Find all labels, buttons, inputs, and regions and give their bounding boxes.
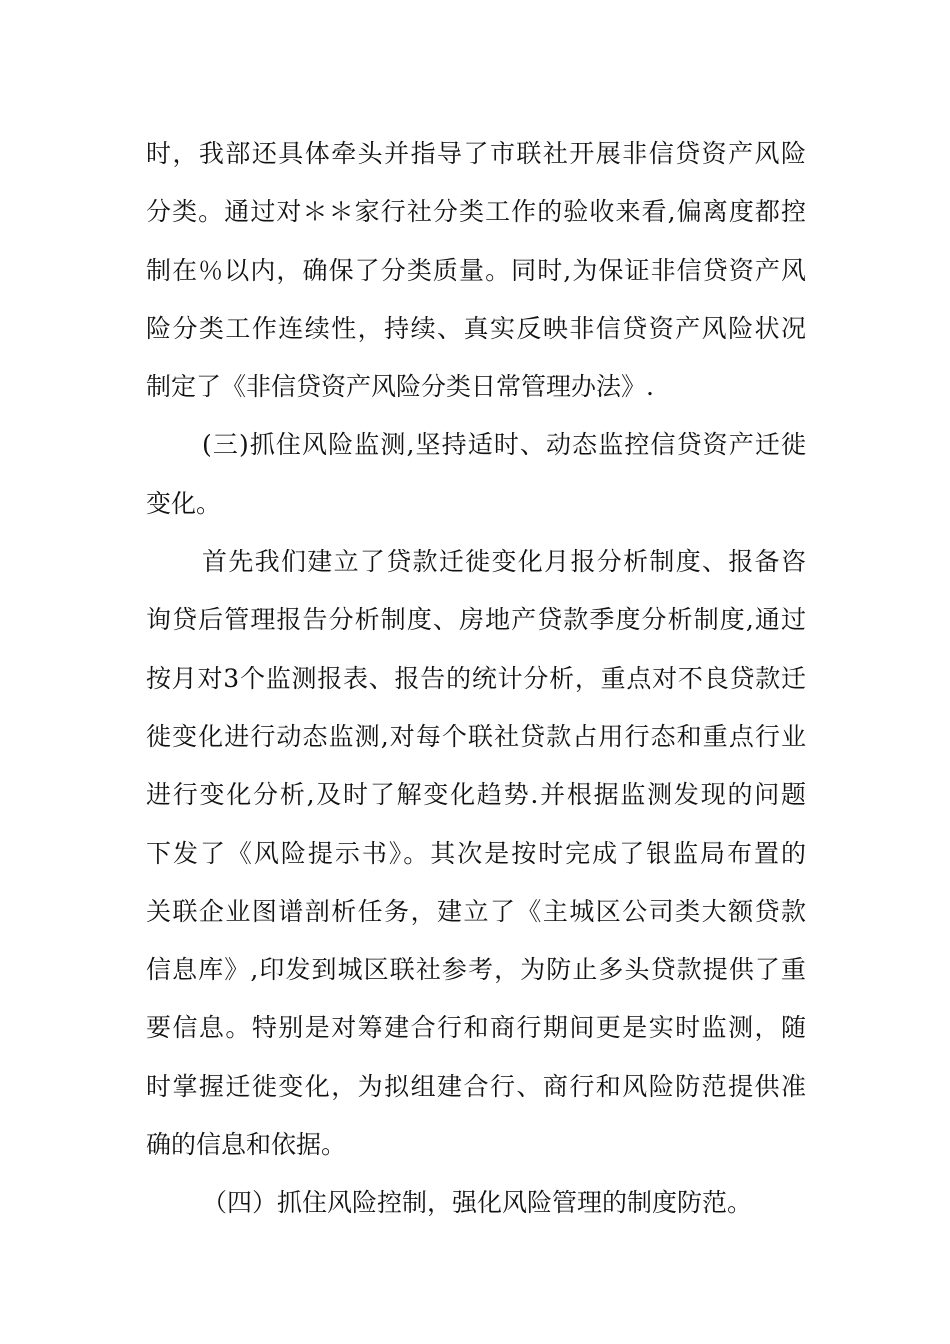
text-line: 分类。通过对＊＊家行社分类工作的验收来看,偏离度都控 — [146, 197, 806, 227]
text-line: 要信息。特别是对筹建合行和商行期间更是实时监测，随 — [146, 1013, 806, 1043]
text-line: 徙变化进行动态监测,对每个联社贷款占用行态和重点行业 — [146, 721, 806, 751]
text-line: 时掌握迁徙变化，为拟组建合行、商行和风险防范提供准 — [146, 1071, 806, 1101]
text-line: 关联企业图谱剖析任务，建立了《主城区公司类大额贷款 — [146, 896, 806, 926]
body-text — [146, 125, 806, 1233]
text-line: (三)抓住风险监测,坚持适时、动态监控信贷资产迁徙 — [202, 430, 806, 460]
text-line: 时，我部还具体牵头并指导了市联社开展非信贷资产风险 — [146, 139, 806, 168]
text-line: 按月对3个监测报表、报告的统计分析，重点对不良贷款迁 — [146, 663, 806, 693]
text-line: 首先我们建立了贷款迁徙变化月报分析制度、报备咨 — [202, 547, 806, 577]
text-line: 变化。 — [146, 488, 222, 518]
text-line: 进行变化分析,及时了解变化趋势.并根据监测发现的问题 — [146, 780, 806, 810]
text-line: 确的信息和依据。 — [146, 1130, 347, 1160]
text-line: 制定了《非信贷资产风险分类日常管理办法》. — [146, 372, 654, 402]
text-line: 询贷后管理报告分析制度、房地产贷款季度分析制度,通过 — [146, 605, 806, 635]
text-line: （四）抓住风险控制，强化风险管理的制度防范。 — [202, 1188, 753, 1218]
text-line: 险分类工作连续性，持续、真实反映非信贷资产风险状况 — [146, 313, 806, 343]
text-line: 制在％以内，确保了分类质量。同时,为保证非信贷资产风 — [146, 255, 806, 285]
text-line: 信息库》,印发到城区联社参考，为防止多头贷款提供了重 — [146, 955, 806, 985]
text-line: 下发了《风险提示书》。其次是按时完成了银监局布置的 — [146, 838, 806, 868]
